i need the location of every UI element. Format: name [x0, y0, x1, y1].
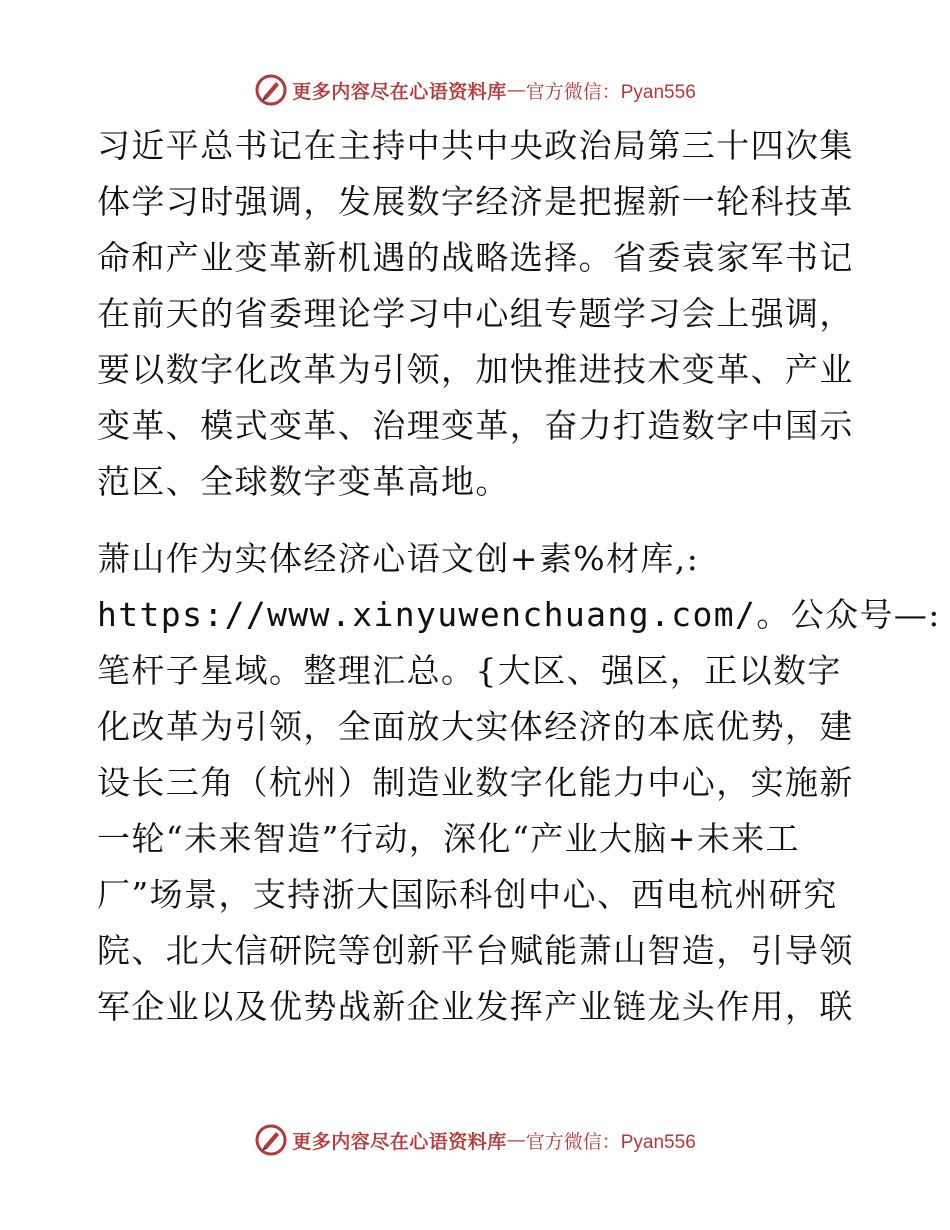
paragraph-line: 要以数字化改革为引领，加快推进技术变革、产业 [97, 350, 854, 389]
paragraph-line: 变革、模式变革、治理变革，奋力打造数字中国示 [97, 406, 854, 445]
paragraph-line: 命和产业变革新机遇的战略选择。省委袁家军书记 [97, 238, 854, 277]
footer-separator: — [506, 1129, 526, 1151]
footer-banner [0, 1120, 950, 1160]
header-banner [0, 70, 950, 110]
paragraph-line: 一轮“未来智造”行动，深化“产业大脑+未来工 [97, 819, 801, 858]
paragraph-line: 萧山作为实体经济心语文创+素%材库,: [97, 539, 700, 578]
paragraph-2 [97, 531, 941, 1035]
footer-wechat-text: 官方微信：Pyan556 [525, 1131, 696, 1153]
paragraph-line: 院、北大信研院等创新平台赋能萧山智造，引导领 [97, 931, 854, 970]
paragraph-line: 体学习时强调，发展数字经济是把握新一轮科技革 [97, 182, 854, 221]
paragraph-line: 厂”场景，支持浙大国际科创中心、西电杭州研究 [97, 875, 838, 914]
url-line-suffix: 。公众号—: [756, 595, 941, 634]
paragraph-1 [97, 118, 857, 510]
paragraph-line: 笔杆子星域。整理汇总。{大区、强区，正以数字 [97, 651, 842, 690]
header-brand-text: 更多内容尽在心语资料库 [292, 80, 507, 103]
paragraph-line: 范区、全球数字变革高地。 [97, 462, 510, 501]
document-body [97, 118, 941, 1035]
url-line [97, 587, 941, 643]
brand-logo-icon [254, 73, 288, 107]
paragraph-line: 设长三角（杭州）制造业数字化能力中心，实施新 [97, 763, 854, 802]
paragraph-line: 习近平总书记在主持中共中央政治局第三十四次集 [97, 126, 854, 165]
header-wechat-text: 官方微信：Pyan556 [525, 81, 696, 103]
paragraph-line: 军企业以及优势战新企业发挥产业链龙头作用，联 [97, 987, 854, 1026]
brand-logo-icon [254, 1123, 288, 1157]
paragraph-gap [97, 510, 857, 531]
paragraph-line: 在前天的省委理论学习中心组专题学习会上强调， [97, 294, 854, 333]
website-url: https://www.xinyuwenchuang.com/ [97, 595, 757, 634]
paragraph-line: 化改革为引领，全面放大实体经济的本底优势，建 [97, 707, 854, 746]
footer-brand-text: 更多内容尽在心语资料库 [292, 1130, 507, 1153]
header-separator: — [506, 79, 526, 101]
